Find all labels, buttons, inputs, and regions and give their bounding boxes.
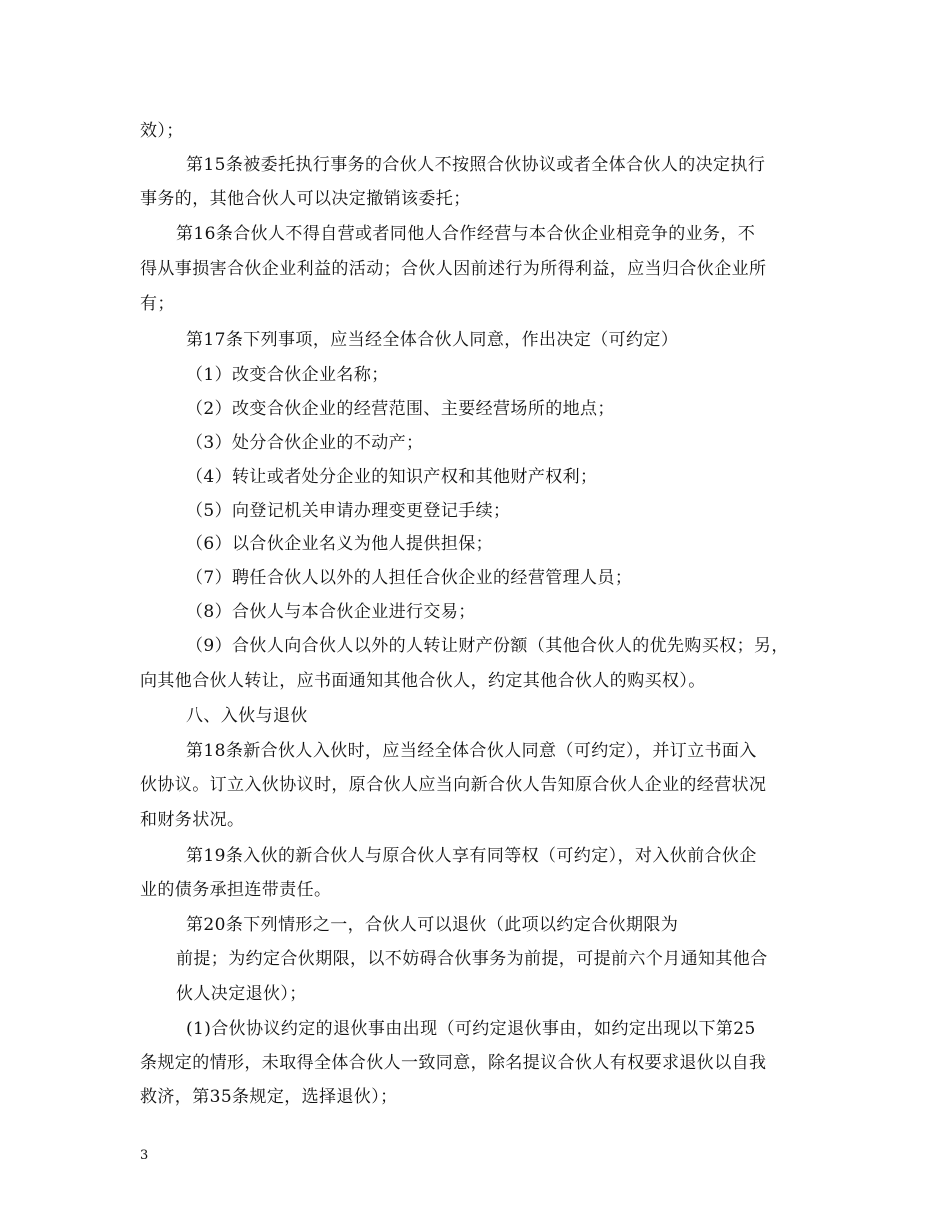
- text-line: 向其他合伙人转让，应书面通知其他合伙人，约定其他合伙人的购买权）。: [140, 671, 706, 691]
- page-number: 3: [140, 1148, 149, 1163]
- text-line: 有；: [140, 294, 175, 314]
- text-line: 事务的，其他合伙人可以决定撤销该委托；: [140, 189, 471, 209]
- text-line: 第17条下列事项，应当经全体合伙人同意，作出决定（可约定）: [186, 330, 679, 350]
- text-line: 业的债务承担连带责任。: [140, 880, 332, 900]
- text-line: 条规定的情形，未取得全体合伙人一致同意，除名提议合伙人有权要求退伙以自我: [140, 1053, 767, 1073]
- text-line: 和财务状况。: [140, 810, 245, 830]
- text-line: 第19条入伙的新合伙人与原合伙人享有同等权（可约定），对入伙前合伙企: [186, 846, 757, 866]
- text-line: 第18条新合伙人入伙时，应当经全体合伙人同意（可约定），并订立书面入: [186, 741, 757, 761]
- list-item: （2）改变合伙企业的经营范围、主要经营场所的地点；: [186, 399, 615, 419]
- text-line: 第20条下列情形之一，合伙人可以退伙（此项以约定合伙期限为: [186, 915, 679, 935]
- list-item: （4）转让或者处分企业的知识产权和其他财产权利；: [186, 467, 598, 487]
- list-item: （9）合伙人向合伙人以外的人转让财产份额（其他合伙人的优先购买权；另，: [186, 636, 789, 656]
- list-item: （6）以合伙企业名义为他人提供担保；: [186, 534, 494, 554]
- list-item: （5）向登记机关申请办理变更登记手续；: [186, 501, 511, 521]
- list-item: （7）聘任合伙人以外的人担任合伙企业的经营管理人员；: [186, 568, 633, 588]
- text-line: 效）；: [140, 121, 184, 141]
- list-item: （1）改变合伙企业名称；: [186, 365, 389, 385]
- list-item: （3）处分合伙企业的不动产；: [186, 433, 424, 453]
- text-line: 前提；为约定合伙期限，以不妨碍合伙事务为前提，可提前六个月通知其他合: [176, 949, 768, 969]
- text-line: (1)合伙协议约定的退伙事由出现（可约定退伙事由，如约定出现以下第25: [186, 1019, 756, 1039]
- section-heading: 八、入伙与退伙: [186, 706, 308, 726]
- text-line: 救济，第35条规定，选择退伙）；: [140, 1087, 398, 1107]
- text-line: 第15条被委托执行事务的合伙人不按照合伙协议或者全体合伙人的决定执行: [186, 155, 766, 175]
- text-line: 伙人决定退伙）；: [176, 984, 307, 1004]
- text-line: 得从事损害合伙企业利益的活动；合伙人因前述行为所得利益，应当归合伙企业所: [140, 259, 767, 279]
- text-line: 伙协议。订立入伙协议时，原合伙人应当向新合伙人告知原合伙人企业的经营状况: [140, 775, 767, 795]
- list-item: （8）合伙人与本合伙企业进行交易；: [186, 602, 476, 622]
- text-line: 第16条合伙人不得自营或者同他人合作经营与本合伙企业相竞争的业务，不: [176, 224, 756, 244]
